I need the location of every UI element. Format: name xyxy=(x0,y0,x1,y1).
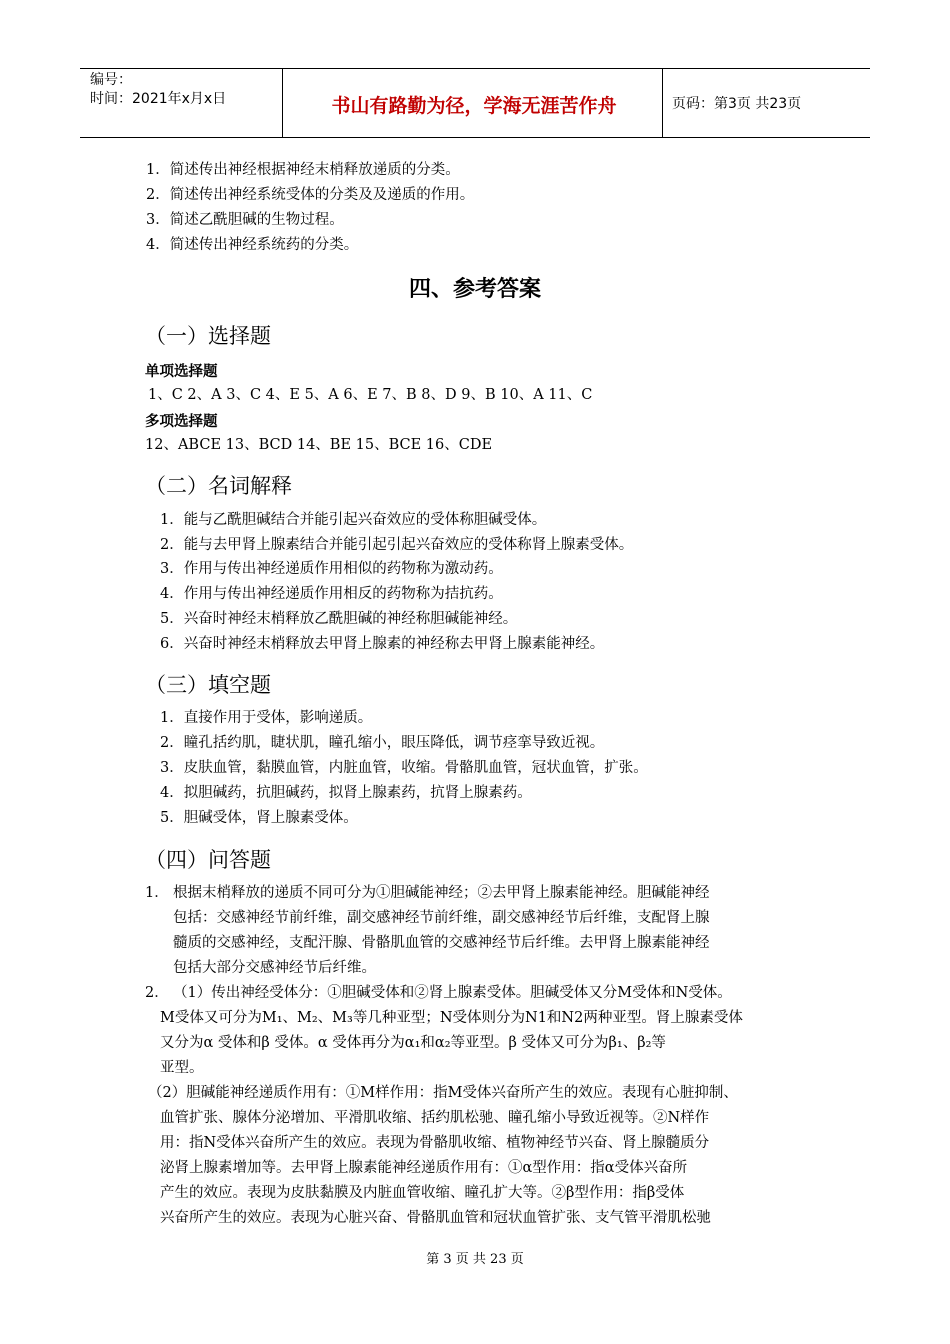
header-meta xyxy=(90,71,226,109)
term-item: 3．作用与传出神经递质作用相似的药物称为激动药。 xyxy=(160,561,503,577)
multi-choice-answers: 12、ABCE 13、BCD 14、BE 15、BCE 16、CDE xyxy=(145,437,493,453)
answer-line: M受体又可分为M₁、M₂、M₃等几种亚型；N受体则分为N1和N2两种亚型。肾上腺素受体 xyxy=(160,1010,743,1026)
time-label: 时间：2021年x月x日 xyxy=(90,91,227,107)
choice-heading: （一）选择题 xyxy=(145,324,271,348)
answer-line: （1）传出神经受体分：①胆碱受体和②肾上腺素受体。胆碱受体又分M受体和N受体。 xyxy=(173,985,732,1001)
fill-heading: （三）填空题 xyxy=(145,673,271,697)
answer-line: 又分为α 受体和β 受体。α 受体再分为α₁和α₂等亚型。β 受体又可分为β₁、β₂等 xyxy=(160,1035,666,1051)
terms-heading: （二）名词解释 xyxy=(145,474,292,498)
answer-line: 髓质的交感神经，支配汗腺、骨骼肌血管的交感神经节后纤维。去甲肾上腺素能神经 xyxy=(173,935,710,951)
term-item: 2．能与去甲肾上腺素结合并能引起引起兴奋效应的受体称肾上腺素受体。 xyxy=(160,537,634,553)
page-header xyxy=(80,68,870,138)
header-page-label: 页码：第3页 共23页 xyxy=(672,96,802,112)
term-item: 6．兴奋时神经末梢释放去甲肾上腺素的神经称去甲肾上腺素能神经。 xyxy=(160,636,605,652)
answer-line: 用：指N受体兴奋所产生的效应。表现为骨骼肌收缩、植物神经节兴奋、肾上腺髓质分 xyxy=(160,1135,710,1151)
fill-item: 5．胆碱受体，肾上腺素受体。 xyxy=(160,810,358,826)
fill-item: 3．皮肤血管，黏膜血管，内脏血管，收缩。骨骼肌血管，冠状血管，扩张。 xyxy=(160,760,648,776)
multi-choice-label: 多项选择题 xyxy=(145,414,218,430)
answer-line: 包括大部分交感神经节后纤维。 xyxy=(173,960,376,976)
question-item: 1．简述传出神经根据神经末梢释放递质的分类。 xyxy=(146,162,460,178)
fill-item: 1．直接作用于受体，影响递质。 xyxy=(160,710,373,726)
fill-item: 2．瞳孔括约肌，睫状肌，瞳孔缩小，眼压降低，调节痉挛导致近视。 xyxy=(160,735,605,751)
answer-number: 1． xyxy=(145,885,169,901)
header-divider xyxy=(282,69,283,137)
serial-label: 编号： xyxy=(90,72,132,88)
header-motto: 书山有路勤为径，学海无涯苦作舟 xyxy=(331,95,617,117)
question-item: 4．简述传出神经系统药的分类。 xyxy=(146,237,359,253)
header-divider xyxy=(662,69,663,137)
question-item: 2．简述传出神经系统受体的分类及及递质的作用。 xyxy=(146,187,475,203)
answer-line: 包括：交感神经节前纤维，副交感神经节前纤维，副交感神经节后纤维，支配肾上腺 xyxy=(173,910,710,926)
answer-line: （2）胆碱能神经递质作用有：①M样作用：指M受体兴奋所产生的效应。表现有心脏抑制、 xyxy=(148,1085,738,1101)
single-choice-answers: 1、C 2、A 3、C 4、E 5、A 6、E 7、B 8、D 9、B 10、A 11、C xyxy=(148,387,593,403)
section-title: 四、参考答案 xyxy=(408,277,541,302)
question-item: 3．简述乙酰胆碱的生物过程。 xyxy=(146,212,344,228)
answer-line: 兴奋所产生的效应。表现为心脏兴奋、骨骼肌血管和冠状血管扩张、支气管平滑肌松驰 xyxy=(160,1210,711,1226)
term-item: 5．兴奋时神经末梢释放乙酰胆碱的神经称胆碱能神经。 xyxy=(160,611,518,627)
fill-item: 4．拟胆碱药，抗胆碱药，拟肾上腺素药，抗肾上腺素药。 xyxy=(160,785,532,801)
page-footer: 第 3 页 共 23 页 xyxy=(426,1252,524,1267)
answer-line: 亚型。 xyxy=(160,1060,204,1076)
answer-line: 血管扩张、腺体分泌增加、平滑肌收缩、括约肌松驰、瞳孔缩小导致近视等。②N样作 xyxy=(160,1110,710,1126)
answer-line: 产生的效应。表现为皮肤黏膜及内脏血管收缩、瞳孔扩大等。②β型作用：指β受体 xyxy=(160,1185,685,1201)
single-choice-label: 单项选择题 xyxy=(145,364,218,380)
qa-heading: （四）问答题 xyxy=(145,848,271,872)
answer-number: 2． xyxy=(145,985,169,1001)
answer-line: 根据末梢释放的递质不同可分为①胆碱能神经；②去甲肾上腺素能神经。胆碱能神经 xyxy=(173,885,710,901)
term-item: 1．能与乙酰胆碱结合并能引起兴奋效应的受体称胆碱受体。 xyxy=(160,512,547,528)
answer-line: 泌肾上腺素增加等。去甲肾上腺素能神经递质作用有：①α型作用：指α受体兴奋所 xyxy=(160,1160,688,1176)
term-item: 4．作用与传出神经递质作用相反的药物称为拮抗药。 xyxy=(160,586,503,602)
